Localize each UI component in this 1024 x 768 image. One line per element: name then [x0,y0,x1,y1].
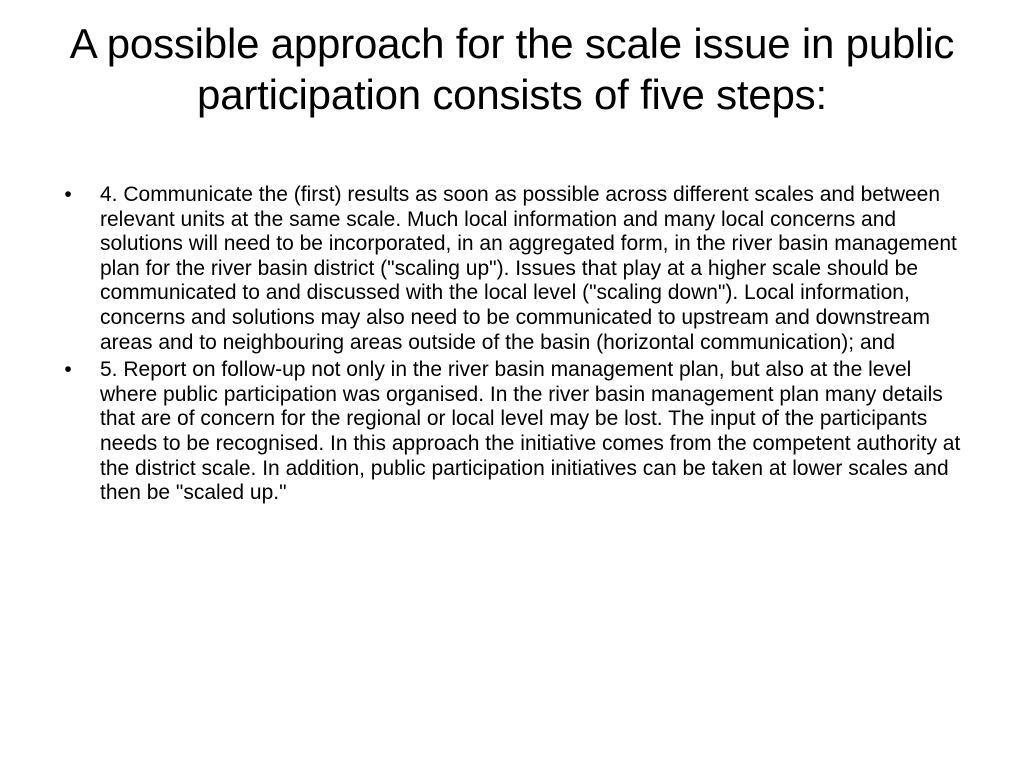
slide-title: A possible approach for the scale issue in public participation consists of five steps: [69,20,955,118]
bullet-dot-icon: • [64,358,72,382]
bullet-text-step-4: 4. Communicate the (first) results as soon as possible across different scales and between relevant units at the same scale. Much local information and many local concerns and solutions will need to be incorporated, in an aggregated form, in the river basin management plan for the river basin district ("scaling up"). Issues that play at a higher scale should be communicated to and discussed with the local level ("scaling down"). Local information, concerns and solutions may also need to be communicated to upstream and downstream areas and to neighbouring areas outside of the basin (horizontal communication); and [100,183,957,354]
bullet-item-step-5 [58,358,968,506]
bullet-text-step-5: 5. Report on follow-up not only in the river basin management plan, but also at the level where public participation was organised. In the river basin management plan many details that are of concern for the regional or local level may be lost. The input of the participants needs to be recognised. In this approach the initiative comes from the competent authority at the district scale. In addition, public participation initiatives can be taken at lower scales and then be "scaled up." [100,358,961,505]
bullet-dot-icon: • [64,183,72,206]
bullet-list [58,183,968,509]
bullet-item-step-4 [58,183,968,355]
